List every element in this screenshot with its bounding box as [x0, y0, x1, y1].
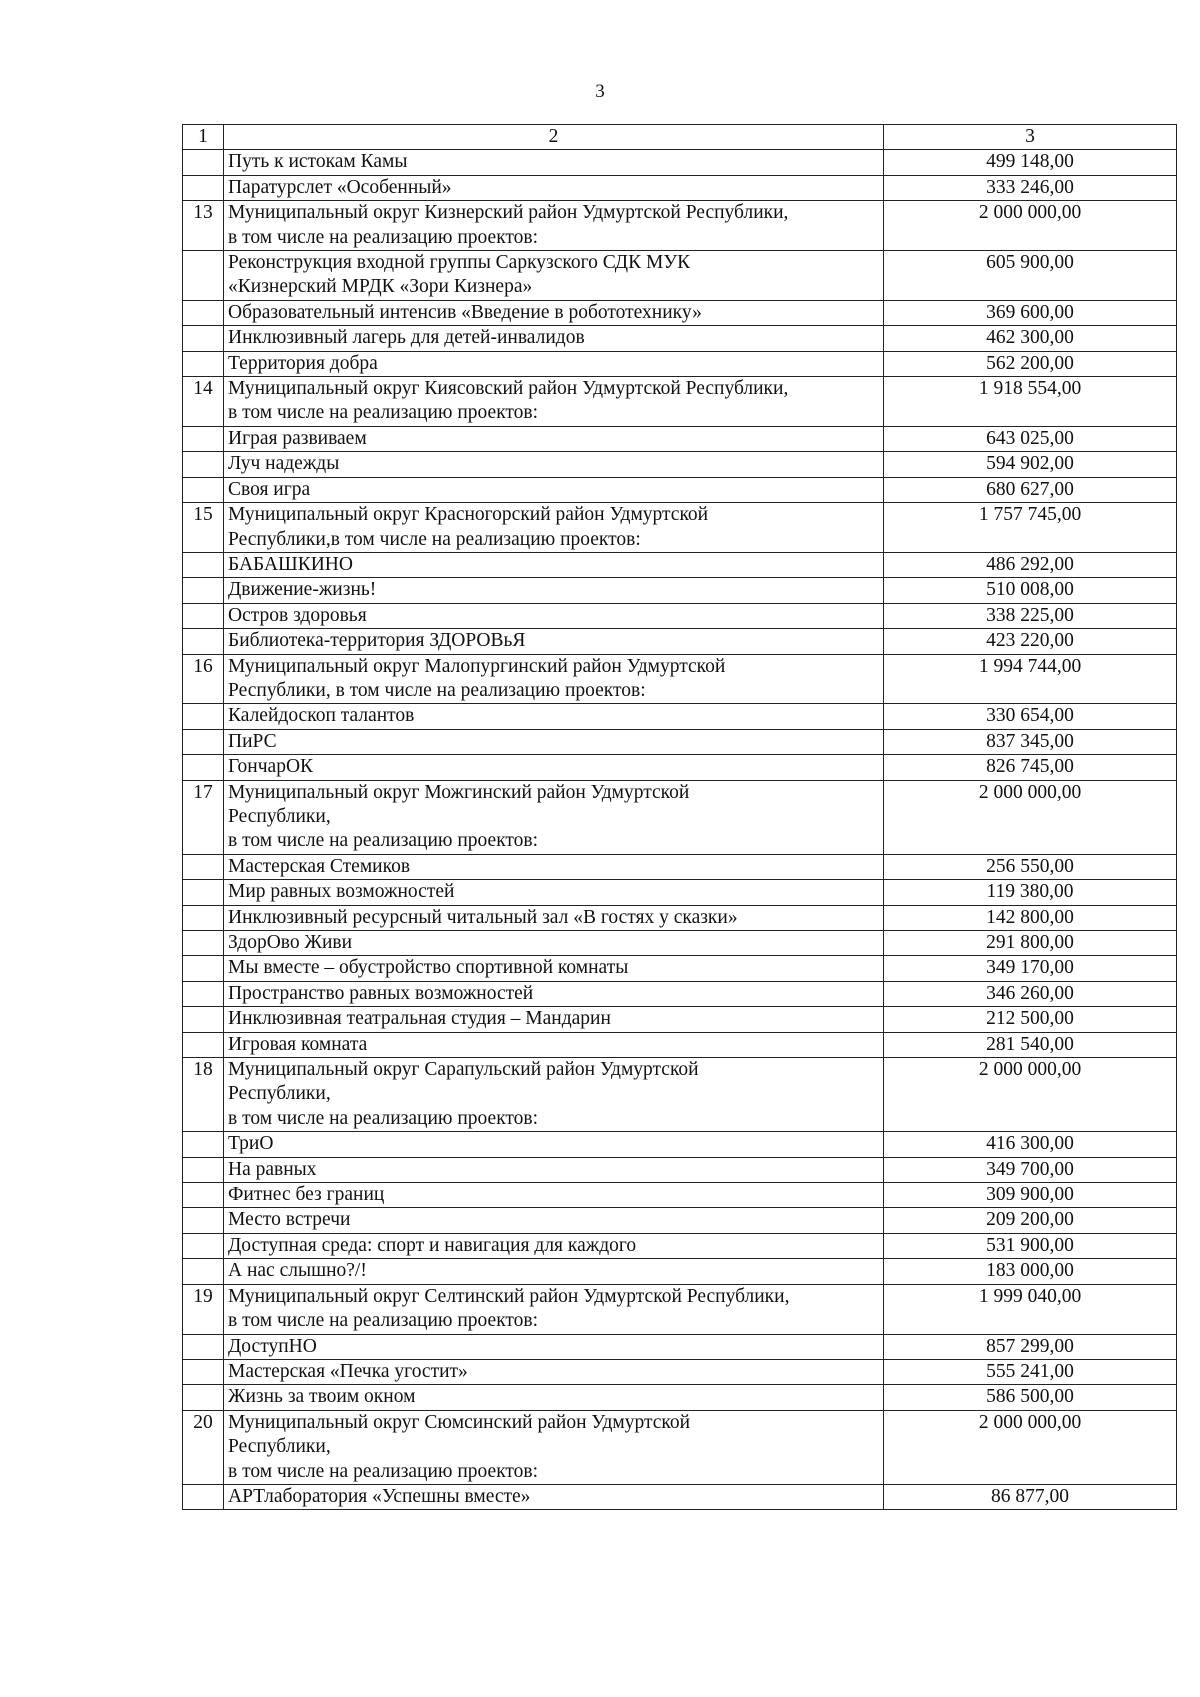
row-number: 17 [183, 780, 224, 854]
row-amount: 86 877,00 [884, 1484, 1177, 1509]
row-name [224, 880, 884, 905]
row-amount: 256 550,00 [884, 854, 1177, 879]
row-name-line: в том числе на реализацию проектов: [228, 1310, 539, 1332]
row-number [183, 729, 224, 754]
row-amount: 837 345,00 [884, 729, 1177, 754]
row-amount: 2 000 000,00 [884, 201, 1177, 251]
row-name-line: Мы вместе – обустройство спортивной комнаты [228, 957, 629, 979]
row-name-line: ДоступНО [228, 1335, 317, 1357]
row-amount: 212 500,00 [884, 1007, 1177, 1032]
row-number [183, 552, 224, 577]
row-number [183, 326, 224, 351]
row-name [224, 351, 884, 376]
row-name-line: АРТлаборатория «Успешны вместе» [228, 1485, 531, 1507]
row-name-line: Своя игра [228, 478, 311, 500]
row-name [224, 780, 884, 854]
row-name [224, 552, 884, 577]
row-number [183, 351, 224, 376]
row-name [224, 1334, 884, 1359]
row-amount: 499 148,00 [884, 150, 1177, 175]
row-number [183, 1334, 224, 1359]
table-row [183, 880, 1177, 905]
row-name-line: Муниципальный округ Красногорский район Удмуртской [228, 504, 709, 526]
row-amount: 2 000 000,00 [884, 780, 1177, 854]
row-name [224, 854, 884, 879]
row-name-line: Мир равных возможностей [228, 881, 455, 903]
row-name-line: ЗдорОво Живи [228, 932, 353, 953]
table-row [183, 201, 1177, 251]
row-name [224, 603, 884, 628]
table-row [183, 629, 1177, 654]
row-name-line: в том числе на реализацию проектов: [228, 1460, 539, 1482]
row-name-line: Муниципальный округ Селтинский район Удмуртской Республики, [228, 1285, 790, 1307]
row-name [224, 326, 884, 351]
row-number [183, 931, 224, 956]
row-name [224, 1058, 884, 1132]
row-number: 20 [183, 1410, 224, 1484]
row-name-line: ТриО [228, 1133, 274, 1155]
table-row [183, 931, 1177, 956]
row-name-line: Муниципальный округ Сюмсинский район Удмуртской [228, 1411, 691, 1433]
row-name-line: Республики,в том числе на реализацию проектов: [228, 528, 641, 550]
row-name [224, 931, 884, 956]
row-name [224, 1259, 884, 1284]
table-row [183, 552, 1177, 577]
table-row [183, 956, 1177, 981]
row-name-line: Реконструкция входной группы Саркузского СДК МУК [228, 252, 691, 274]
row-amount: 1 918 554,00 [884, 377, 1177, 427]
row-amount: 369 600,00 [884, 300, 1177, 325]
row-name-line: Муниципальный округ Сарапульский район Удмуртской [228, 1059, 699, 1081]
table-row [183, 150, 1177, 175]
table-row [183, 1284, 1177, 1334]
row-name-line: Фитнес без границ [228, 1184, 385, 1206]
row-number: 14 [183, 377, 224, 427]
table-row [183, 1058, 1177, 1132]
row-amount: 183 000,00 [884, 1259, 1177, 1284]
row-name [224, 704, 884, 729]
row-name [224, 1233, 884, 1258]
row-name-line: Республики, в том числе на реализацию проектов: [228, 679, 646, 701]
row-number [183, 603, 224, 628]
row-name-line: в том числе на реализацию проектов: [228, 1107, 539, 1129]
table-row [183, 503, 1177, 553]
row-name-line: Жизнь за твоим окном [228, 1386, 416, 1408]
row-name [224, 1284, 884, 1334]
row-name-line: в том числе на реализацию проектов: [228, 226, 539, 248]
table-row [183, 729, 1177, 754]
row-name [224, 1183, 884, 1208]
table-row [183, 452, 1177, 477]
row-amount: 142 800,00 [884, 905, 1177, 930]
row-name-line: БАБАШКИНО [228, 553, 353, 575]
row-name-line: Муниципальный округ Кизнерский район Удмуртской Республики, [228, 202, 789, 224]
row-number [183, 1385, 224, 1410]
header-col-2: 2 [224, 125, 884, 150]
row-number [183, 1183, 224, 1208]
table-row [183, 175, 1177, 200]
row-number [183, 880, 224, 905]
row-number [183, 1233, 224, 1258]
row-amount: 1 999 040,00 [884, 1284, 1177, 1334]
row-name-line: Территория добра [228, 352, 378, 374]
row-name [224, 1385, 884, 1410]
table-row [183, 377, 1177, 427]
table-row [183, 1233, 1177, 1258]
row-number [183, 1007, 224, 1032]
row-amount: 555 241,00 [884, 1359, 1177, 1384]
table-body [183, 125, 1177, 1510]
row-number [183, 150, 224, 175]
row-amount: 338 225,00 [884, 603, 1177, 628]
row-name [224, 956, 884, 981]
row-name [224, 426, 884, 451]
table-row [183, 578, 1177, 603]
row-name-line: Калейдоскоп талантов [228, 705, 415, 727]
row-name-line: в том числе на реализацию проектов: [228, 830, 539, 852]
row-name-line: Инклюзивный лагерь для детей-инвалидов [228, 327, 585, 349]
row-name-line: Место встречи [228, 1209, 351, 1231]
row-name [224, 251, 884, 301]
row-name [224, 1032, 884, 1057]
row-name-line: «Кизнерский МРДК «Зори Кизнера» [228, 276, 533, 298]
row-number: 13 [183, 201, 224, 251]
table-row [183, 755, 1177, 780]
row-name [224, 1359, 884, 1384]
table-row [183, 351, 1177, 376]
row-amount: 486 292,00 [884, 552, 1177, 577]
row-amount: 2 000 000,00 [884, 1410, 1177, 1484]
row-name [224, 1410, 884, 1484]
row-name-line: Луч надежды [228, 453, 340, 475]
row-number [183, 300, 224, 325]
table-header-row [183, 125, 1177, 150]
row-number [183, 1032, 224, 1057]
header-col-3: 3 [884, 125, 1177, 150]
row-name-line: Играя развиваем [228, 427, 367, 449]
row-name [224, 1208, 884, 1233]
row-amount: 423 220,00 [884, 629, 1177, 654]
row-name-line: Библиотека-территория ЗДОРОВьЯ [228, 630, 526, 652]
table-row [183, 1259, 1177, 1284]
row-name-line: ПиРС [228, 730, 277, 752]
row-amount: 119 380,00 [884, 880, 1177, 905]
row-number [183, 578, 224, 603]
table-row [183, 426, 1177, 451]
row-number [183, 1259, 224, 1284]
row-amount: 330 654,00 [884, 704, 1177, 729]
row-name-line: Инклюзивный ресурсный читальный зал «В гостях у сказки» [228, 906, 738, 928]
header-col-1: 1 [183, 125, 224, 150]
row-amount: 349 700,00 [884, 1157, 1177, 1182]
table-row [183, 704, 1177, 729]
row-name [224, 755, 884, 780]
table-row [183, 1410, 1177, 1484]
row-amount: 643 025,00 [884, 426, 1177, 451]
row-name-line: На равных [228, 1158, 317, 1180]
row-name-line: Игровая комната [228, 1033, 368, 1055]
table-row [183, 477, 1177, 502]
row-name [224, 201, 884, 251]
row-name [224, 377, 884, 427]
row-name [224, 150, 884, 175]
row-name-line: Мастерская Стемиков [228, 855, 411, 877]
row-name-line: Муниципальный округ Киясовский район Удмуртской Республики, [228, 378, 789, 400]
table-row [183, 1183, 1177, 1208]
row-number: 19 [183, 1284, 224, 1334]
row-amount: 680 627,00 [884, 477, 1177, 502]
row-name [224, 578, 884, 603]
table-row [183, 1484, 1177, 1509]
row-amount: 510 008,00 [884, 578, 1177, 603]
row-name [224, 654, 884, 704]
row-name [224, 905, 884, 930]
row-number [183, 981, 224, 1006]
row-name-line: Республики, [228, 1436, 331, 1458]
row-amount: 1 757 745,00 [884, 503, 1177, 553]
row-number: 15 [183, 503, 224, 553]
row-number [183, 854, 224, 879]
row-name [224, 1132, 884, 1157]
table-row [183, 1334, 1177, 1359]
row-name [224, 1484, 884, 1509]
row-name-line: Путь к истокам Камы [228, 151, 408, 173]
row-amount: 346 260,00 [884, 981, 1177, 1006]
row-amount: 605 900,00 [884, 251, 1177, 301]
table-row [183, 905, 1177, 930]
row-name-line: Доступная среда: спорт и навигация для каждого [228, 1234, 637, 1256]
table-row [183, 1032, 1177, 1057]
row-name-line: Муниципальный округ Можгинский район Удмуртской [228, 781, 690, 803]
row-number [183, 452, 224, 477]
row-name [224, 1007, 884, 1032]
row-number [183, 175, 224, 200]
row-name [224, 477, 884, 502]
row-amount: 209 200,00 [884, 1208, 1177, 1233]
row-amount: 857 299,00 [884, 1334, 1177, 1359]
row-name-line: Республики, [228, 1083, 331, 1105]
table-row [183, 1157, 1177, 1182]
table-row [183, 1007, 1177, 1032]
table-row [183, 1208, 1177, 1233]
row-amount: 349 170,00 [884, 956, 1177, 981]
row-name [224, 981, 884, 1006]
table-row [183, 1132, 1177, 1157]
table-row [183, 1359, 1177, 1384]
row-name [224, 629, 884, 654]
row-amount: 416 300,00 [884, 1132, 1177, 1157]
row-amount: 531 900,00 [884, 1233, 1177, 1258]
row-amount: 562 200,00 [884, 351, 1177, 376]
row-amount: 333 246,00 [884, 175, 1177, 200]
row-number [183, 629, 224, 654]
row-amount: 594 902,00 [884, 452, 1177, 477]
row-name-line: Инклюзивная театральная студия – Мандарин [228, 1008, 611, 1030]
row-number [183, 956, 224, 981]
row-name-line: Мастерская «Печка угостит» [228, 1360, 468, 1382]
row-name [224, 503, 884, 553]
row-amount: 291 800,00 [884, 931, 1177, 956]
row-name-line: Муниципальный округ Малопургинский район Удмуртской [228, 655, 726, 677]
table-row [183, 981, 1177, 1006]
table-row [183, 603, 1177, 628]
row-number [183, 704, 224, 729]
row-name [224, 729, 884, 754]
row-number [183, 477, 224, 502]
funding-table [182, 124, 1177, 1510]
row-name-line: Движение-жизнь! [228, 579, 377, 601]
row-amount: 2 000 000,00 [884, 1058, 1177, 1132]
row-name [224, 300, 884, 325]
row-number [183, 1132, 224, 1157]
row-name [224, 1157, 884, 1182]
row-number [183, 755, 224, 780]
row-name [224, 452, 884, 477]
row-number [183, 426, 224, 451]
row-number: 16 [183, 654, 224, 704]
page-number: 3 [595, 81, 605, 102]
row-amount: 1 994 744,00 [884, 654, 1177, 704]
table-row [183, 251, 1177, 301]
row-number [183, 251, 224, 301]
row-amount: 586 500,00 [884, 1385, 1177, 1410]
row-number: 18 [183, 1058, 224, 1132]
row-name-line: Остров здоровья [228, 604, 367, 626]
row-amount: 462 300,00 [884, 326, 1177, 351]
row-amount: 281 540,00 [884, 1032, 1177, 1057]
table-row [183, 1385, 1177, 1410]
row-name-line: А нас слышно?/! [228, 1260, 367, 1282]
row-number [183, 905, 224, 930]
row-amount: 826 745,00 [884, 755, 1177, 780]
row-name-line: в том числе на реализацию проектов: [228, 402, 539, 424]
table-row [183, 326, 1177, 351]
table-row [183, 300, 1177, 325]
row-number [183, 1484, 224, 1509]
row-name-line: ГончарОК [228, 756, 314, 778]
table-row [183, 654, 1177, 704]
row-number [183, 1208, 224, 1233]
row-number [183, 1157, 224, 1182]
row-name-line: Паратурслет «Особенный» [228, 176, 452, 198]
row-name-line: Пространство равных возможностей [228, 982, 534, 1004]
row-amount: 309 900,00 [884, 1183, 1177, 1208]
table-row [183, 780, 1177, 854]
table-row [183, 854, 1177, 879]
row-name-line: Республики, [228, 805, 331, 827]
row-name-line: Образовательный интенсив «Введение в робототехнику» [228, 301, 702, 323]
row-name [224, 175, 884, 200]
row-number [183, 1359, 224, 1384]
